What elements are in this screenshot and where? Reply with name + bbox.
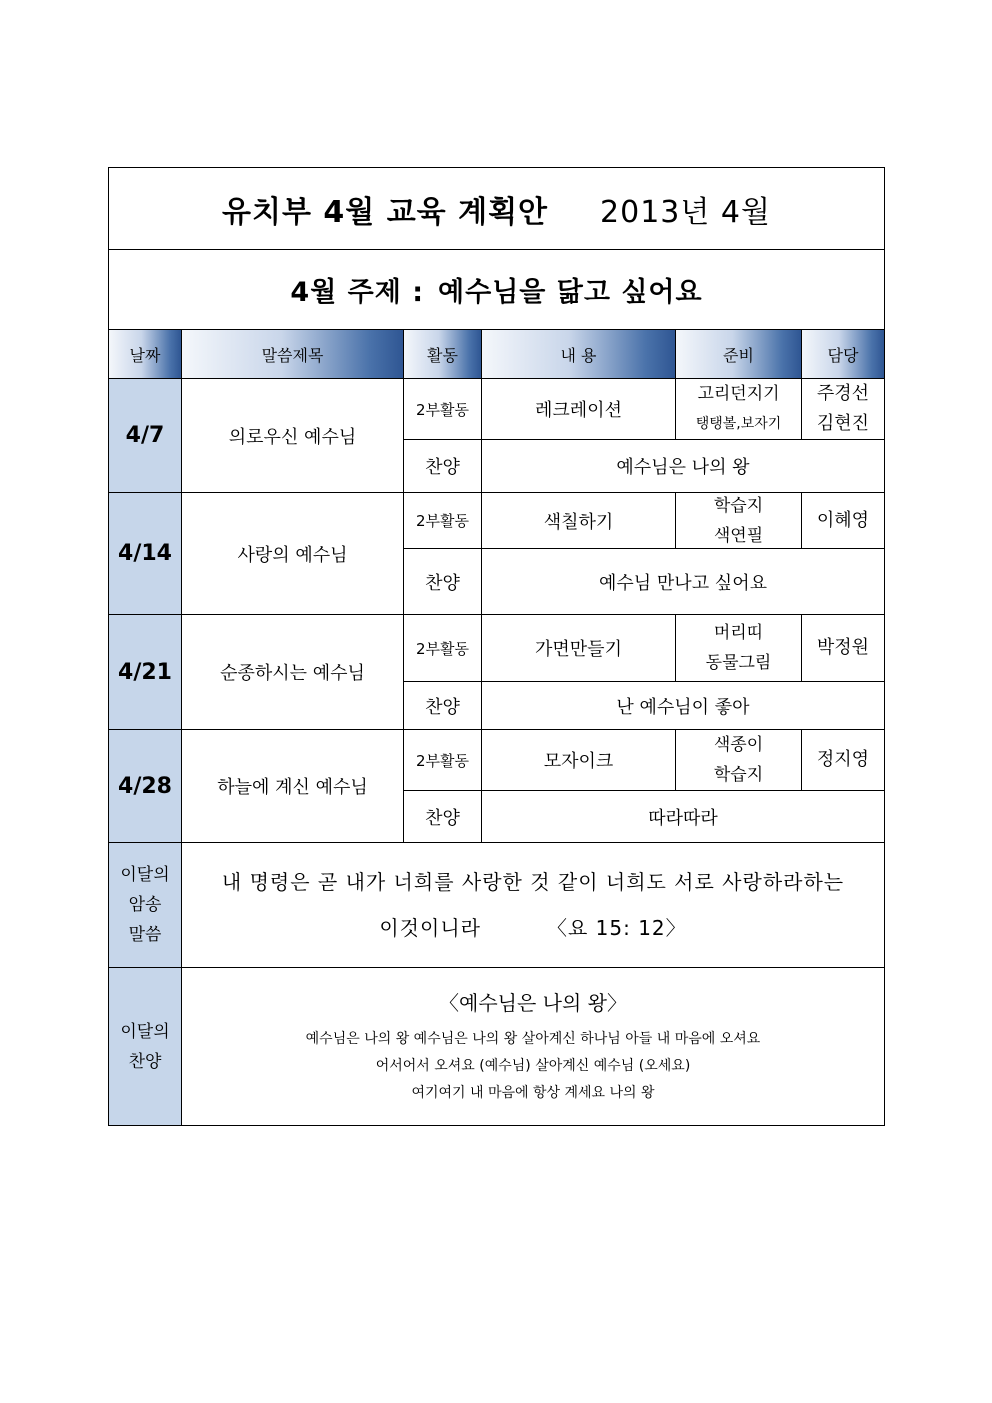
header-subject: 말씀제목 [182, 330, 404, 379]
week-song-label: 찬양 [404, 682, 482, 730]
week-prep: 머리띠 동물그림 [676, 615, 802, 682]
monthly-song-line: 예수님은 나의 왕 예수님은 나의 왕 살아계신 하나님 아들 내 마음에 오셔요 [305, 1030, 761, 1047]
week-content: 모자이크 [482, 730, 676, 791]
monthly-song [182, 968, 884, 1125]
week-date: 4/14 [109, 493, 182, 615]
week-date: 4/7 [109, 379, 182, 493]
week-song-label: 찬양 [404, 440, 482, 493]
week-leader: 주경선 김현진 [802, 379, 884, 440]
monthly-song-line: 여기여기 내 마음에 항상 계세요 나의 왕 [411, 1084, 655, 1101]
week-date: 4/28 [109, 730, 182, 843]
memory-verse [182, 843, 884, 968]
week-subject: 의로우신 예수님 [182, 379, 404, 493]
monthly-song-label: 이달의 찬양 [109, 968, 182, 1125]
week-date: 4/21 [109, 615, 182, 730]
header-activity: 활동 [404, 330, 482, 379]
header-content: 내 용 [482, 330, 676, 379]
week-prep: 고리던지기 탱탱볼,보자기 [676, 379, 802, 440]
week-song: 예수님 만나고 싶어요 [482, 549, 884, 615]
week-subject: 사랑의 예수님 [182, 493, 404, 615]
title-row [109, 168, 884, 250]
week-subject: 순종하시는 예수님 [182, 615, 404, 730]
week-activity: 2부활동 [404, 615, 482, 682]
memory-verse-label: 이달의 암송 말씀 [109, 843, 182, 968]
memory-verse-line2: 이것이니라 [379, 916, 481, 940]
week-leader: 이혜영 [802, 493, 884, 549]
header-prep: 준비 [676, 330, 802, 379]
week-activity: 2부활동 [404, 379, 482, 440]
theme-row [109, 250, 884, 330]
plan-date: 2013년 4월 [600, 194, 771, 230]
week-song-label: 찬양 [404, 549, 482, 615]
week-activity: 2부활동 [404, 493, 482, 549]
memory-verse-line1: 내 명령은 곧 내가 너희를 사랑한 것 같이 너희도 서로 사랑하라하는 [221, 870, 845, 894]
header-date: 날짜 [109, 330, 182, 379]
week-subject: 하늘에 계신 예수님 [182, 730, 404, 843]
week-content: 가면만들기 [482, 615, 676, 682]
plan-title: 유치부 4월 교육 계획안 [222, 194, 549, 230]
week-song-label: 찬양 [404, 791, 482, 843]
theme-label: 4월 주제 : [290, 277, 425, 308]
week-song: 난 예수님이 좋아 [482, 682, 884, 730]
week-content: 색칠하기 [482, 493, 676, 549]
week-prep: 색종이 학습지 [676, 730, 802, 791]
week-content: 레크레이션 [482, 379, 676, 440]
week-leader: 박정원 [802, 615, 884, 682]
memory-verse-reference: 〈요 15: 12〉 [546, 916, 687, 940]
week-leader: 정지영 [802, 730, 884, 791]
theme-text: 예수님을 닮고 싶어요 [438, 277, 703, 308]
monthly-song-line: 어서어서 오셔요 (예수님) 살아계신 예수님 (오세요) [375, 1057, 691, 1074]
lesson-plan-table [108, 167, 885, 1126]
header-leader: 담당 [802, 330, 884, 379]
week-song: 예수님은 나의 왕 [482, 440, 884, 493]
week-prep: 학습지 색연필 [676, 493, 802, 549]
week-song: 따라따라 [482, 791, 884, 843]
monthly-song-title: 〈예수님은 나의 왕〉 [439, 990, 627, 1015]
week-activity: 2부활동 [404, 730, 482, 791]
